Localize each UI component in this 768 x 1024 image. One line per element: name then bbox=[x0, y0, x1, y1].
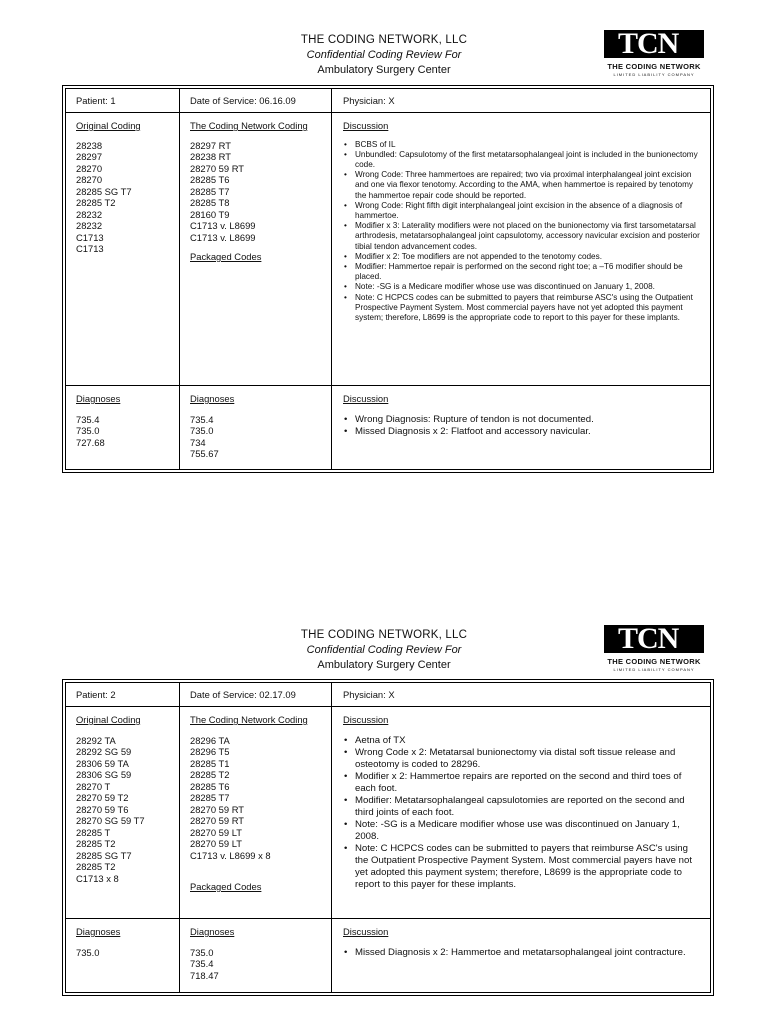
list-item: 28292 TA bbox=[76, 734, 116, 746]
list-item: 28270 bbox=[76, 174, 103, 185]
bullet-item: • Modifier x 2: Toe modifiers are not appended to the tenotomy codes. bbox=[343, 252, 702, 262]
facility-name: Ambulatory Surgery Center bbox=[317, 64, 451, 76]
list-item: 28285 T6 bbox=[190, 174, 230, 185]
tcn-logo-name: THE CODING NETWORK bbox=[607, 62, 701, 71]
list-item: 28270 59 LT bbox=[190, 826, 242, 838]
tcn-coding-column bbox=[180, 707, 332, 918]
list-item: 28270 SG 59 T7 bbox=[76, 815, 145, 826]
list-item: 28270 59 T6 bbox=[76, 803, 129, 815]
original-diagnoses-list bbox=[76, 947, 179, 959]
list-item: 28285 T6 bbox=[190, 780, 230, 792]
review-subtitle: Confidential Coding Review For bbox=[306, 644, 462, 656]
original-coding-column bbox=[66, 113, 180, 385]
list-item: 28160 T9 bbox=[190, 208, 230, 220]
company-name: THE CODING NETWORK, LLC bbox=[300, 34, 468, 46]
bullet-item: • Missed Diagnosis x 2: Hammertoe and metatarsophalangeal joint contracture. bbox=[343, 947, 702, 959]
patient-cell: Patient: 2 bbox=[66, 683, 180, 706]
bullet-item: • Modifier x 3: Laterality modifiers were not placed on the bunionectomy via first tarsometatarsal arthrodesis, metatarsophalangeal joint capsulotomy, accessory navicular excision and posterior tibial tendon advancement codes. bbox=[343, 221, 702, 252]
coding-review-table bbox=[65, 682, 711, 993]
patient-cell: Patient: 1 bbox=[66, 89, 180, 112]
physician-cell: Physician: X bbox=[343, 94, 395, 106]
list-item: 28306 SG 59 bbox=[76, 769, 132, 780]
list-item: 28270 59 RT bbox=[190, 803, 245, 815]
bullet-item: • Note: C HCPCS codes can be submitted to payers that reimburse ASC's using the Outpatient Prospective Payment System. Most commercial payers have not yet adopted this payment system; therefore, L8699 is the appropriate code to report to this payer for these implants. bbox=[343, 293, 702, 324]
review-subtitle: Confidential Coding Review For bbox=[306, 49, 462, 61]
original-coding-column bbox=[66, 707, 180, 918]
list-item: 735.0 bbox=[76, 425, 100, 436]
list-item: 735.4 bbox=[190, 413, 214, 425]
packaged-codes-heading: Packaged Codes bbox=[190, 251, 262, 262]
tcn-coding-column bbox=[180, 113, 332, 385]
bullet-item: • Modifier x 2: Hammertoe repairs are reported on the second and third toes of each foot. bbox=[343, 771, 702, 795]
list-item: 28285 T bbox=[76, 826, 111, 838]
discussion-column bbox=[332, 707, 710, 918]
tcn-diagnoses-column bbox=[180, 919, 332, 992]
date-of-service-cell: Date of Service: 06.16.09 bbox=[180, 89, 332, 112]
list-item: 28238 RT bbox=[190, 151, 232, 162]
list-item: 28296 TA bbox=[190, 734, 230, 746]
coding-row bbox=[66, 707, 710, 919]
tcn-codes-list bbox=[190, 140, 331, 244]
bullet-item: • Wrong Code: Right fifth digit interphalangeal joint excision in the absence of a diagnosis of hammertoe. bbox=[343, 201, 702, 221]
list-item: C1713 v. L8699 bbox=[190, 220, 256, 231]
bullet-item: • Wrong Diagnosis: Rupture of tendon is not documented. bbox=[343, 414, 702, 426]
original-diagnoses-heading: Diagnoses bbox=[76, 393, 121, 404]
list-item: C1713 x 8 bbox=[76, 872, 119, 884]
bullet-item: • Wrong Code: Three hammertoes are repaired; two via proximal interphalangeal joint excision and one via flexor tenotomy. According to the AMA, when hammertoe is repaired by tenotomy the hammertoe repair code should be reported. bbox=[343, 170, 702, 201]
bullet-item: • Note: -SG is a Medicare modifier whose use was discontinued on January 1, 2008. bbox=[343, 282, 702, 292]
bullet-item: • Wrong Code x 2: Metatarsal bunionectomy via distal soft tissue release and osteotomy is coded to 28296. bbox=[343, 747, 702, 771]
list-item: 28285 T7 bbox=[190, 792, 230, 803]
list-item: 28306 59 TA bbox=[76, 757, 129, 769]
list-item: 28292 SG 59 bbox=[76, 746, 132, 757]
bullet-item: • Modifier: Metatarsophalangeal capsulotomies are reported on the second and third joints of each foot. bbox=[343, 795, 702, 819]
company-name: THE CODING NETWORK, LLC bbox=[300, 629, 468, 641]
list-item: 755.67 bbox=[190, 448, 219, 459]
list-item: 28285 SG T7 bbox=[76, 849, 132, 861]
list-item: 28285 T7 bbox=[190, 185, 230, 197]
original-coding-heading: Original Coding bbox=[76, 120, 141, 131]
bullet-item: • Aetna of TX bbox=[343, 735, 702, 747]
list-item: C1713 v. L8699 bbox=[190, 231, 256, 243]
diagnoses-row bbox=[66, 919, 710, 992]
tcn-diagnoses-list bbox=[190, 947, 331, 982]
tcn-logo-name: THE CODING NETWORK bbox=[607, 657, 701, 666]
original-coding-heading: Original Coding bbox=[76, 714, 141, 725]
list-item: 28296 T5 bbox=[190, 746, 230, 757]
list-item: 28270 59 RT bbox=[190, 162, 245, 174]
list-item: 735.0 bbox=[190, 425, 214, 436]
list-item: C1713 bbox=[76, 231, 104, 243]
diagnoses-discussion-column bbox=[332, 386, 710, 469]
list-item: C1713 bbox=[76, 243, 104, 254]
original-diagnoses-list bbox=[76, 414, 179, 449]
list-item: 28285 T2 bbox=[190, 769, 230, 780]
list-item: 28285 T1 bbox=[190, 757, 230, 769]
original-codes-list bbox=[76, 140, 179, 255]
coding-row bbox=[66, 113, 710, 386]
diagnoses-discussion-heading: Discussion bbox=[343, 926, 389, 937]
list-item: 28285 T2 bbox=[76, 197, 116, 208]
diagnoses-discussion-list bbox=[343, 414, 702, 438]
tcn-coding-heading: The Coding Network Coding bbox=[190, 120, 308, 131]
tcn-diagnoses-column bbox=[180, 386, 332, 469]
list-item: 28285 T2 bbox=[76, 861, 116, 872]
list-item: 735.0 bbox=[190, 946, 214, 958]
list-item: 28232 bbox=[76, 208, 103, 220]
tcn-logo-mark: TCN bbox=[604, 30, 704, 58]
bullet-item: • Note: C HCPCS codes can be submitted to payers that reimburse ASC's using the Outpatient Prospective Payment System. Most commercial payers have not yet adopted this payment system; therefore, L8699 is the appropriate code to report to this payer for these implants. bbox=[343, 843, 702, 891]
list-item: 28270 bbox=[76, 162, 103, 174]
list-item: 28238 bbox=[76, 139, 103, 151]
diagnoses-discussion-list bbox=[343, 947, 702, 959]
tcn-diagnoses-list bbox=[190, 414, 331, 460]
list-item: 28270 59 T2 bbox=[76, 792, 129, 803]
bullet-item: • Note: -SG is a Medicare modifier whose use was discontinued on January 1, 2008. bbox=[343, 819, 702, 843]
coding-review-table bbox=[65, 88, 711, 470]
bullet-item: • Unbundled: Capsulotomy of the first metatarsophalangeal joint is included in the bunionectomy code. bbox=[343, 150, 702, 170]
list-item: 28270 59 LT bbox=[190, 838, 242, 849]
date-of-service-cell: Date of Service: 02.17.09 bbox=[180, 683, 332, 706]
tcn-logo-subtitle: LIMITED LIABILITY COMPANY bbox=[613, 72, 695, 77]
original-diagnoses-heading: Diagnoses bbox=[76, 926, 121, 937]
table-header-row bbox=[66, 89, 710, 113]
tcn-logo bbox=[604, 27, 704, 77]
tcn-codes-list bbox=[190, 735, 331, 862]
list-item: 735.4 bbox=[190, 958, 214, 969]
list-item: 28297 bbox=[76, 151, 103, 162]
list-item: 735.0 bbox=[76, 946, 100, 958]
tcn-diagnoses-heading: Diagnoses bbox=[190, 393, 235, 404]
list-item: 28297 RT bbox=[190, 139, 232, 151]
tcn-logo bbox=[604, 622, 704, 672]
tcn-coding-heading: The Coding Network Coding bbox=[190, 714, 308, 725]
list-item: 718.47 bbox=[190, 969, 219, 981]
list-item: C1713 v. L8699 x 8 bbox=[190, 849, 271, 861]
list-item: 28270 59 RT bbox=[190, 815, 245, 826]
list-item: 28285 T2 bbox=[76, 838, 116, 849]
original-diagnoses-column bbox=[66, 386, 180, 469]
physician-cell: Physician: X bbox=[343, 688, 395, 700]
original-codes-list bbox=[76, 735, 179, 885]
discussion-list bbox=[343, 735, 702, 891]
list-item: 735.4 bbox=[76, 413, 100, 425]
discussion-heading: Discussion bbox=[343, 714, 389, 725]
bullet-item: • BCBS of IL bbox=[343, 140, 702, 150]
tcn-logo-subtitle: LIMITED LIABILITY COMPANY bbox=[613, 667, 695, 672]
discussion-list bbox=[343, 140, 702, 324]
bullet-item: • Modifier: Hammertoe repair is performed on the second right toe; a –T6 modifier should be placed. bbox=[343, 262, 702, 282]
packaged-codes-heading: Packaged Codes bbox=[190, 881, 262, 892]
list-item: 28232 bbox=[76, 220, 103, 231]
list-item: 28270 T bbox=[76, 780, 111, 792]
discussion-column bbox=[332, 113, 710, 385]
diagnoses-discussion-heading: Discussion bbox=[343, 393, 389, 404]
table-header-row bbox=[66, 683, 710, 707]
facility-name: Ambulatory Surgery Center bbox=[317, 659, 451, 671]
original-diagnoses-column bbox=[66, 919, 180, 992]
diagnoses-discussion-column bbox=[332, 919, 710, 992]
tcn-logo-mark: TCN bbox=[604, 625, 704, 653]
discussion-heading: Discussion bbox=[343, 120, 389, 131]
list-item: 28285 T8 bbox=[190, 197, 230, 208]
tcn-diagnoses-heading: Diagnoses bbox=[190, 926, 235, 937]
diagnoses-row bbox=[66, 386, 710, 469]
bullet-item: • Missed Diagnosis x 2: Flatfoot and accessory navicular. bbox=[343, 426, 702, 438]
list-item: 734 bbox=[190, 436, 206, 448]
list-item: 28285 SG T7 bbox=[76, 185, 132, 197]
list-item: 727.68 bbox=[76, 436, 105, 448]
